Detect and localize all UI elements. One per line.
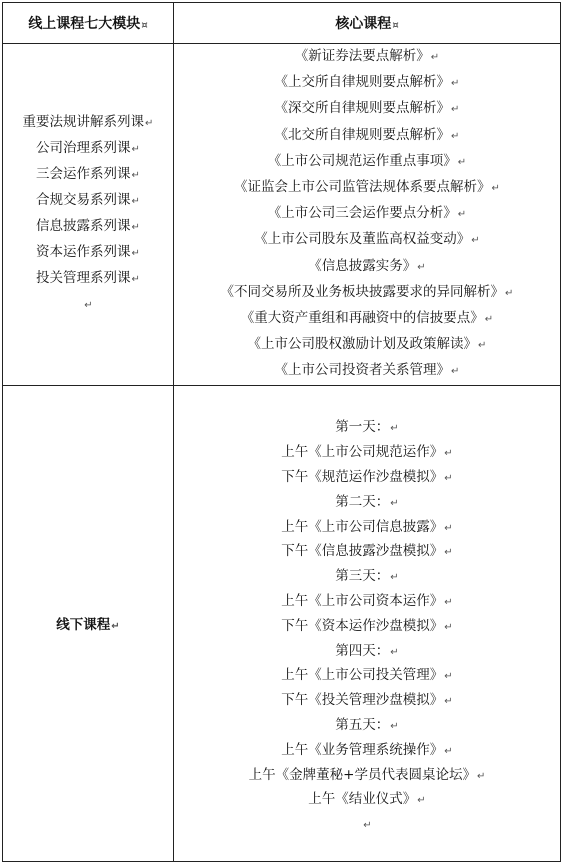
schedule-item [335,565,398,590]
course-item-text: 《北交所自律规则要点解析》 [274,126,451,143]
schedule-item-text: 下午《资本运作沙盘模拟》 [281,617,444,634]
paragraph-mark: ↵ [363,820,372,832]
course-item-text: 《上市公司规范运作重点事项》 [267,152,457,169]
paragraph-mark: ↵ [417,795,426,807]
online-row [3,44,561,386]
paragraph-mark: ↵ [457,156,467,168]
course-item [248,332,487,358]
online-modules-list [3,110,173,318]
module-item-text: 三会运作系列课 [36,166,131,183]
paragraph-mark: ↵ [131,144,140,156]
course-item-text: 《上市公司三会运作要点分析》 [267,205,457,222]
offline-label-cell [3,385,174,861]
paragraph-mark: ↵ [451,366,460,378]
offline-label: 线下课程 [56,617,111,634]
course-item-text: 《重大资产重组和再融资中的信披要点》 [240,310,484,327]
schedule-item-text: 第五天： [335,716,390,733]
schedule-item-text: 第三天： [335,568,390,585]
schedule-item [281,615,452,640]
header-modules-text: 线上课程七大模块 [28,16,141,32]
course-item-text: 《上市公司投资者关系管理》 [274,362,451,379]
course-item-text: 《新证券法要点解析》 [294,48,430,64]
module-item-text: 公司治理系列课 [36,140,131,157]
course-item [308,254,425,280]
schedule-item [281,664,452,689]
course-item [268,201,466,227]
schedule-item [281,590,452,615]
course-item [221,280,514,306]
course-item-text: 《不同交易所及业务板块披露要求的异同解析》 [220,283,505,300]
module-item [3,266,173,292]
module-item [3,188,173,214]
paragraph-mark: ↵ [417,261,426,273]
schedule-item-text: 上午《上市公司信息披露》 [281,518,444,535]
course-item-text: 《上市公司股东及董监高权益变动》 [254,231,471,248]
paragraph-mark: ↵ [131,274,140,286]
course-item [295,44,439,70]
offline-row [3,385,561,861]
paragraph-mark: ↵ [131,196,140,208]
schedule-item [335,416,398,441]
schedule-item-text: 上午《上市公司规范运作》 [281,444,444,461]
paragraph-mark: ↵ [111,621,120,633]
module-item [3,240,173,266]
schedule-item [281,739,452,764]
cell-end-mark: ¤ [392,20,399,31]
paragraph-mark: ↵ [145,118,154,130]
schedule-item [335,714,398,739]
schedule-item-text: 下午《投关管理沙盘模拟》 [281,692,444,709]
paragraph-mark: ↵ [451,104,460,116]
paragraph-mark: ↵ [444,547,453,559]
schedule-item [335,640,398,665]
paragraph-mark: ↵ [444,596,453,608]
schedule-item-text: 下午《规范运作沙盘模拟》 [281,468,444,485]
paragraph-mark: ↵ [390,720,399,732]
paragraph-mark: ↵ [131,248,140,260]
paragraph-mark: ↵ [444,472,453,484]
schedule-item-text: 上午《业务管理系统操作》 [281,741,444,758]
online-courses-list [174,44,560,385]
course-item [234,175,500,201]
schedule-item [308,788,425,813]
paragraph-mark: ↵ [451,78,460,90]
schedule-item-text: 下午《信息披露沙盘模拟》 [281,543,444,560]
header-core-courses-text: 核心课程 [335,16,392,32]
paragraph-mark: ↵ [451,130,460,142]
paragraph-mark: ↵ [444,522,453,534]
schedule-item-text: 上午《金牌董秘+学员代表圆桌论坛》 [248,766,476,783]
schedule-item [281,516,452,541]
schedule-item [281,540,452,565]
paragraph-mark: ↵ [131,222,140,234]
course-item-text: 《证监会上市公司监管法规体系要点解析》 [234,179,491,196]
paragraph-mark: ↵ [390,646,399,658]
paragraph-mark: ↵ [457,209,467,221]
paragraph-mark: ↵ [444,696,453,708]
paragraph-mark: ↵ [444,671,453,683]
course-item [268,149,466,175]
schedule-item [281,441,452,466]
schedule-item [281,466,452,491]
online-modules-cell [3,44,174,386]
module-item-text: 信息披露系列课 [36,218,131,235]
module-item [3,162,173,188]
course-item [275,70,460,96]
paragraph-mark: ↵ [390,572,399,584]
paragraph-mark: ↵ [390,423,399,435]
paragraph-mark: ↵ [131,170,140,182]
paragraph-mark: ↵ [444,745,453,757]
empty-paragraph [362,813,371,838]
paragraph-mark: ↵ [505,287,514,299]
paragraph-mark: ↵ [478,340,487,352]
module-item-text: 合规交易系列课 [36,192,131,209]
schedule-item [249,764,486,789]
module-item [3,110,173,136]
course-item-text: 《上交所自律规则要点解析》 [274,74,451,91]
schedule-item-text: 上午《上市公司投关管理》 [281,667,444,684]
online-courses-cell [174,44,561,386]
offline-schedule-list [174,408,560,838]
paragraph-mark: ↵ [491,183,500,195]
course-item [275,96,460,122]
module-item [3,214,173,240]
empty-paragraph [3,292,173,318]
schedule-item-text: 第一天： [335,419,390,436]
paragraph-mark: ↵ [390,497,399,509]
schedule-item-text: 上午《结业仪式》 [308,791,417,808]
schedule-item-text: 第四天： [335,642,390,659]
course-item [241,306,493,332]
offline-schedule-cell [174,385,561,861]
course-item [275,358,460,384]
module-item-text: 重要法规讲解系列课 [22,114,145,131]
paragraph-mark: ↵ [471,235,480,247]
header-modules [3,3,174,44]
paragraph-mark: ↵ [476,770,486,782]
paragraph-mark: ↵ [444,448,453,460]
schedule-item-text: 上午《上市公司资本运作》 [281,592,444,609]
paragraph-mark: ↵ [430,52,440,63]
header-row [3,3,561,44]
paragraph-mark: ↵ [444,621,453,633]
course-item [254,227,479,253]
module-item-text: 资本运作系列课 [36,244,131,261]
course-item-text: 《上市公司股权激励计划及政策解读》 [247,336,478,353]
schedule-item [281,689,452,714]
header-core-courses [174,3,561,44]
course-item-text: 《深交所自律规则要点解析》 [274,100,451,117]
cell-end-mark: ¤ [141,20,148,31]
course-item [275,123,460,149]
course-table [2,2,561,862]
course-item-text: 《信息披露实务》 [308,257,417,274]
module-item [3,136,173,162]
schedule-item-text: 第二天： [335,493,390,510]
paragraph-mark: ↵ [84,300,93,312]
module-item-text: 投关管理系列课 [36,270,131,287]
paragraph-mark: ↵ [484,314,494,326]
schedule-item [335,491,398,516]
